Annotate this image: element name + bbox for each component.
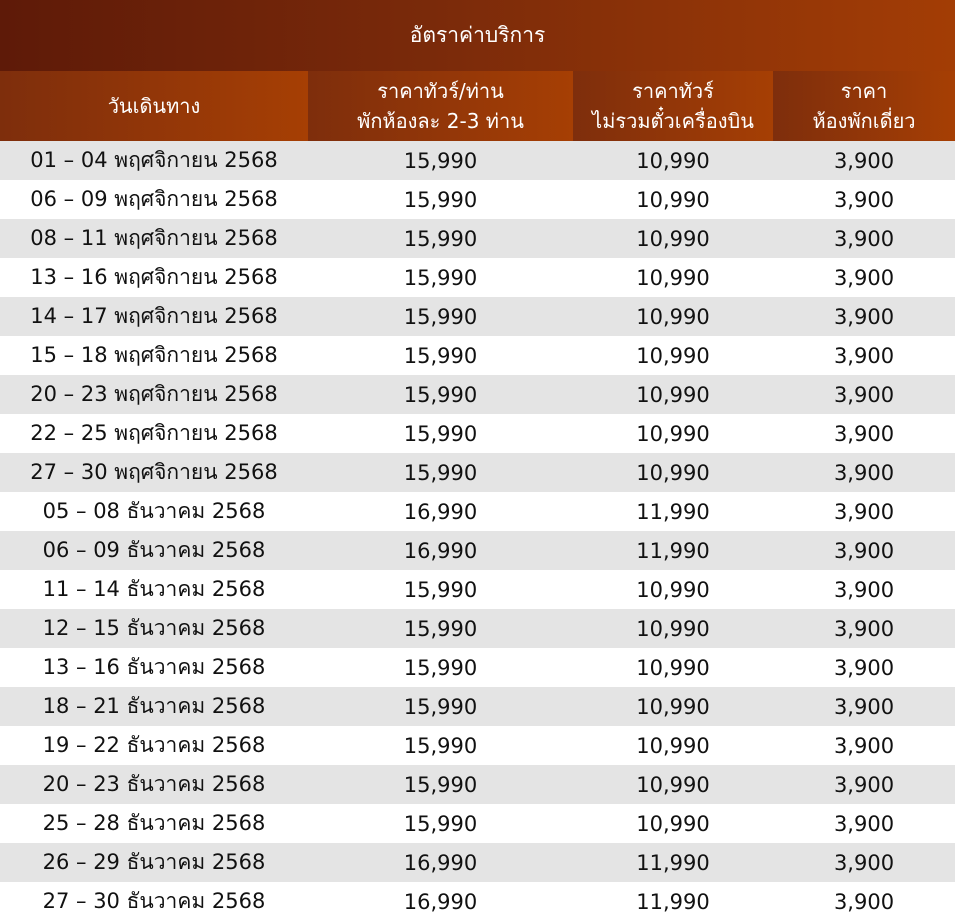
- row-price-noflight: 10,990: [573, 297, 773, 336]
- header-price-shared-line1: ราคาทัวร์/ท่าน: [377, 79, 504, 103]
- row-price-noflight: 11,990: [573, 531, 773, 570]
- row-single-room: 3,900: [773, 687, 955, 726]
- row-price-shared: 16,990: [308, 531, 573, 570]
- row-price-shared: 15,990: [308, 648, 573, 687]
- row-date: 01 – 04 พฤศจิกายน 2568: [0, 141, 308, 180]
- row-single-room: 3,900: [773, 414, 955, 453]
- header-price-noflight-line2: ไม่รวมตั๋วเครื่องบิน: [592, 109, 754, 133]
- table-row: [0, 336, 955, 375]
- row-price-shared: 15,990: [308, 180, 573, 219]
- row-date: 20 – 23 ธันวาคม 2568: [0, 765, 308, 804]
- row-date: 19 – 22 ธันวาคม 2568: [0, 726, 308, 765]
- row-price-noflight: 10,990: [573, 765, 773, 804]
- table-row: [0, 180, 955, 219]
- row-price-noflight: 10,990: [573, 180, 773, 219]
- table-row: [0, 375, 955, 414]
- row-price-shared: 15,990: [308, 219, 573, 258]
- table-row: [0, 843, 955, 882]
- row-price-shared: 15,990: [308, 375, 573, 414]
- header-price-noflight: [573, 71, 773, 141]
- row-date: 15 – 18 พฤศจิกายน 2568: [0, 336, 308, 375]
- row-price-shared: 15,990: [308, 765, 573, 804]
- row-single-room: 3,900: [773, 258, 955, 297]
- row-price-noflight: 10,990: [573, 336, 773, 375]
- table-row: [0, 219, 955, 258]
- row-date: 25 – 28 ธันวาคม 2568: [0, 804, 308, 843]
- row-price-noflight: 10,990: [573, 726, 773, 765]
- header-single-room: [773, 71, 955, 141]
- row-price-noflight: 10,990: [573, 687, 773, 726]
- row-date: 12 – 15 ธันวาคม 2568: [0, 609, 308, 648]
- table-row: [0, 531, 955, 570]
- table-row: [0, 882, 955, 921]
- row-single-room: 3,900: [773, 492, 955, 531]
- table-body: [0, 141, 955, 921]
- header-single-room-line1: ราคา: [840, 79, 888, 103]
- row-price-noflight: 10,990: [573, 570, 773, 609]
- row-date: 05 – 08 ธันวาคม 2568: [0, 492, 308, 531]
- row-price-noflight: 10,990: [573, 258, 773, 297]
- row-price-noflight: 11,990: [573, 843, 773, 882]
- row-price-shared: 15,990: [308, 453, 573, 492]
- row-single-room: 3,900: [773, 531, 955, 570]
- row-price-shared: 15,990: [308, 570, 573, 609]
- row-price-noflight: 11,990: [573, 492, 773, 531]
- row-single-room: 3,900: [773, 882, 955, 921]
- table-row: [0, 414, 955, 453]
- row-single-room: 3,900: [773, 297, 955, 336]
- row-price-shared: 15,990: [308, 141, 573, 180]
- row-date: 13 – 16 ธันวาคม 2568: [0, 648, 308, 687]
- row-price-noflight: 10,990: [573, 375, 773, 414]
- row-date: 14 – 17 พฤศจิกายน 2568: [0, 297, 308, 336]
- table-row: [0, 609, 955, 648]
- row-price-noflight: 10,990: [573, 453, 773, 492]
- table-title: อัตราค่าบริการ: [0, 0, 955, 71]
- header-single-room-line2: ห้องพักเดี่ยว: [812, 109, 916, 133]
- row-date: 13 – 16 พฤศจิกายน 2568: [0, 258, 308, 297]
- row-price-shared: 15,990: [308, 336, 573, 375]
- row-date: 22 – 25 พฤศจิกายน 2568: [0, 414, 308, 453]
- row-date: 11 – 14 ธันวาคม 2568: [0, 570, 308, 609]
- row-price-shared: 16,990: [308, 882, 573, 921]
- table-row: [0, 570, 955, 609]
- header-date: [0, 71, 308, 141]
- row-date: 26 – 29 ธันวาคม 2568: [0, 843, 308, 882]
- row-price-shared: 15,990: [308, 414, 573, 453]
- row-date: 06 – 09 ธันวาคม 2568: [0, 531, 308, 570]
- row-date: 08 – 11 พฤศจิกายน 2568: [0, 219, 308, 258]
- row-single-room: 3,900: [773, 141, 955, 180]
- row-price-noflight: 10,990: [573, 414, 773, 453]
- header-price-shared: [308, 71, 573, 141]
- row-price-noflight: 10,990: [573, 609, 773, 648]
- row-date: 27 – 30 พฤศจิกายน 2568: [0, 453, 308, 492]
- row-date: 18 – 21 ธันวาคม 2568: [0, 687, 308, 726]
- row-single-room: 3,900: [773, 336, 955, 375]
- row-price-shared: 15,990: [308, 804, 573, 843]
- table-row: [0, 141, 955, 180]
- row-price-noflight: 11,990: [573, 882, 773, 921]
- row-single-room: 3,900: [773, 180, 955, 219]
- row-single-room: 3,900: [773, 648, 955, 687]
- table-row: [0, 804, 955, 843]
- table-row: [0, 687, 955, 726]
- row-single-room: 3,900: [773, 219, 955, 258]
- row-date: 06 – 09 พฤศจิกายน 2568: [0, 180, 308, 219]
- table-row: [0, 453, 955, 492]
- row-price-noflight: 10,990: [573, 141, 773, 180]
- header-price-noflight-line1: ราคาทัวร์: [632, 79, 714, 103]
- header-row: [0, 71, 955, 141]
- row-price-noflight: 10,990: [573, 648, 773, 687]
- row-date: 27 – 30 ธันวาคม 2568: [0, 882, 308, 921]
- row-single-room: 3,900: [773, 609, 955, 648]
- row-single-room: 3,900: [773, 453, 955, 492]
- row-single-room: 3,900: [773, 570, 955, 609]
- row-price-noflight: 10,990: [573, 804, 773, 843]
- table-row: [0, 492, 955, 531]
- row-single-room: 3,900: [773, 804, 955, 843]
- table-row: [0, 297, 955, 336]
- table-row: [0, 258, 955, 297]
- header-date-label: วันเดินทาง: [107, 94, 201, 118]
- header-price-shared-line2: พักห้องละ 2-3 ท่าน: [357, 109, 524, 133]
- row-price-noflight: 10,990: [573, 219, 773, 258]
- row-price-shared: 15,990: [308, 726, 573, 765]
- row-date: 20 – 23 พฤศจิกายน 2568: [0, 375, 308, 414]
- row-single-room: 3,900: [773, 765, 955, 804]
- row-price-shared: 15,990: [308, 297, 573, 336]
- row-price-shared: 15,990: [308, 258, 573, 297]
- row-single-room: 3,900: [773, 375, 955, 414]
- table-row: [0, 726, 955, 765]
- row-single-room: 3,900: [773, 843, 955, 882]
- row-price-shared: 15,990: [308, 687, 573, 726]
- row-price-shared: 15,990: [308, 609, 573, 648]
- row-single-room: 3,900: [773, 726, 955, 765]
- table-row: [0, 765, 955, 804]
- row-price-shared: 16,990: [308, 492, 573, 531]
- row-price-shared: 16,990: [308, 843, 573, 882]
- table-row: [0, 648, 955, 687]
